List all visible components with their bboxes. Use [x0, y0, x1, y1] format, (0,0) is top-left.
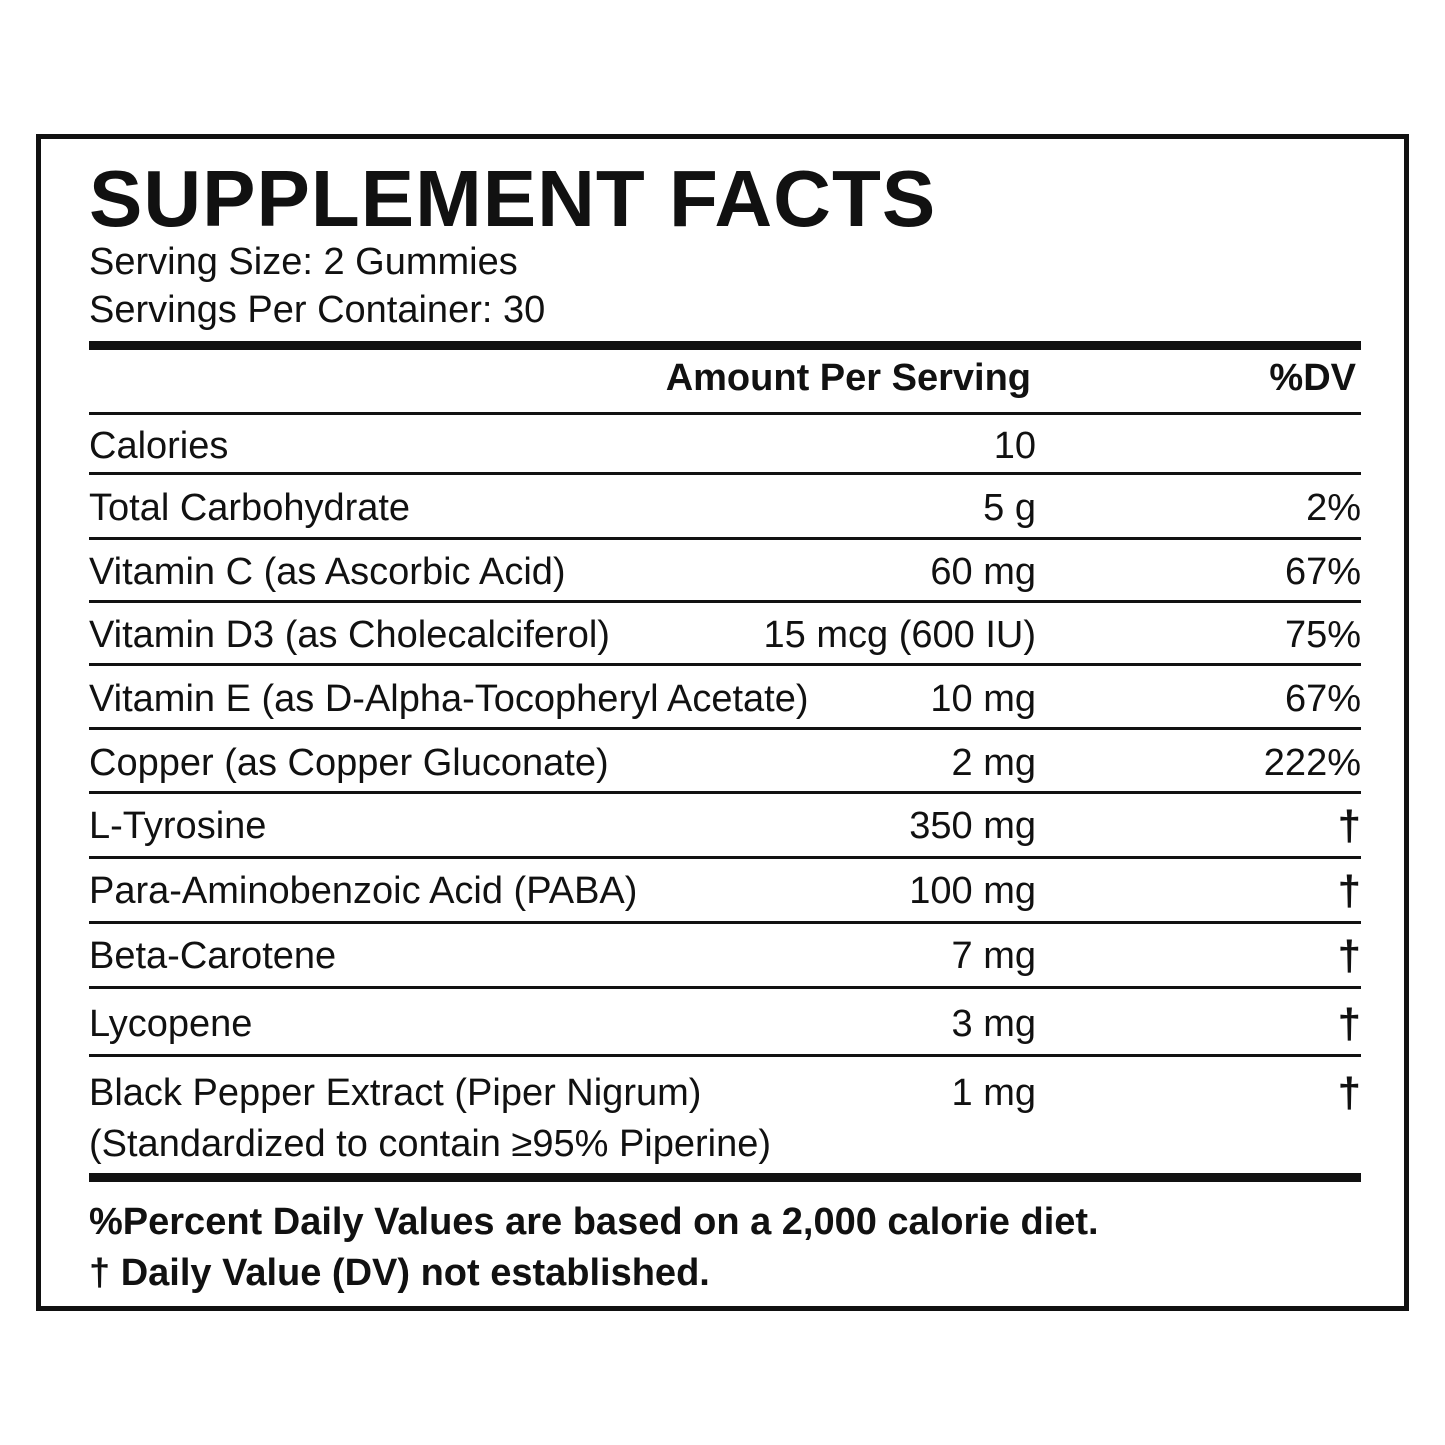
header-divider-thick: [89, 341, 1361, 350]
nutrient-row-beta-carotene: [89, 932, 1361, 979]
divider: [89, 791, 1361, 794]
divider: [89, 986, 1361, 989]
nutrient-name: Total Carbohydrate: [89, 487, 411, 529]
dagger-icon: †: [1337, 867, 1361, 914]
panel-title: SUPPLEMENT FACTS: [89, 154, 937, 243]
divider: [89, 1054, 1361, 1057]
servings-per-container: Servings Per Container: 30: [89, 289, 546, 331]
divider: [89, 472, 1361, 475]
dagger-icon: †: [1337, 802, 1361, 849]
divider: [89, 537, 1361, 540]
nutrient-amount: 350 mg: [909, 805, 1036, 847]
nutrient-row-calories: [89, 427, 1361, 467]
footer-divider-thick: [89, 1173, 1361, 1182]
nutrient-row-lycopene: [89, 1000, 1361, 1047]
not-established-footnote: † Daily Value (DV) not established.: [89, 1252, 710, 1294]
nutrient-amount: 2 mg: [951, 742, 1036, 784]
nutrient-amount: 100 mg: [909, 870, 1036, 912]
nutrient-name: Calories: [89, 425, 229, 467]
nutrient-amount: 10 mg: [930, 678, 1036, 720]
nutrient-amount: 60 mg: [930, 551, 1036, 593]
divider: [89, 412, 1361, 415]
nutrient-name: Vitamin D3 (as Cholecalciferol): [89, 614, 610, 656]
nutrient-dv: 67%: [1284, 551, 1361, 593]
nutrient-name: Vitamin E (as D-Alpha-Tocopheryl Acetate): [89, 678, 809, 720]
nutrient-row-vitamin-e: [89, 680, 1361, 720]
divider: [89, 663, 1361, 666]
nutrient-amount: 10: [993, 425, 1036, 467]
nutrient-name: L-Tyrosine: [89, 805, 267, 847]
nutrient-dv: 75%: [1284, 614, 1361, 656]
nutrient-name: Vitamin C (as Ascorbic Acid): [89, 551, 566, 593]
nutrient-amount: 5 g: [983, 487, 1036, 529]
divider: [89, 921, 1361, 924]
nutrient-dv: 2%: [1306, 487, 1361, 529]
nutrient-name: Lycopene: [89, 1003, 253, 1045]
nutrient-row-l-tyrosine: [89, 802, 1361, 849]
nutrient-amount: 1 mg: [951, 1072, 1036, 1114]
nutrient-row-total-carbohydrate: [89, 489, 1361, 529]
nutrient-row-copper: [89, 744, 1361, 784]
divider: [89, 727, 1361, 730]
dagger-icon: †: [1337, 932, 1361, 979]
serving-size: Serving Size: 2 Gummies: [89, 241, 518, 283]
divider: [89, 600, 1361, 603]
divider: [89, 856, 1361, 859]
nutrient-dv: 67%: [1284, 678, 1361, 720]
supplement-facts-panel: [36, 134, 1409, 1311]
nutrient-row-paba: [89, 867, 1361, 914]
nutrient-dv: 222%: [1263, 742, 1361, 784]
nutrient-amount: 3 mg: [951, 1003, 1036, 1045]
nutrient-name: Copper (as Copper Gluconate): [89, 742, 609, 784]
amount-per-serving-header: Amount Per Serving: [665, 357, 1031, 399]
dagger-icon: †: [1337, 1069, 1361, 1116]
nutrient-amount: 15 mcg (600 IU): [763, 614, 1036, 656]
nutrient-row-vitamin-c: [89, 553, 1361, 593]
dagger-icon: †: [1337, 1000, 1361, 1047]
nutrient-name: Para-Aminobenzoic Acid (PABA): [89, 870, 638, 912]
nutrient-name: Beta-Carotene: [89, 935, 337, 977]
daily-values-footnote: %Percent Daily Values are based on a 2,000 calorie diet.: [89, 1201, 1099, 1243]
nutrient-name: Black Pepper Extract (Piper Nigrum): [89, 1072, 702, 1114]
nutrient-row-vitamin-d3: [89, 616, 1361, 656]
nutrient-subname: (Standardized to contain ≥95% Piperine): [89, 1123, 772, 1165]
nutrient-row-black-pepper-extract: [89, 1069, 1361, 1166]
nutrient-amount: 7 mg: [951, 935, 1036, 977]
daily-value-header: %DV: [1269, 357, 1356, 399]
